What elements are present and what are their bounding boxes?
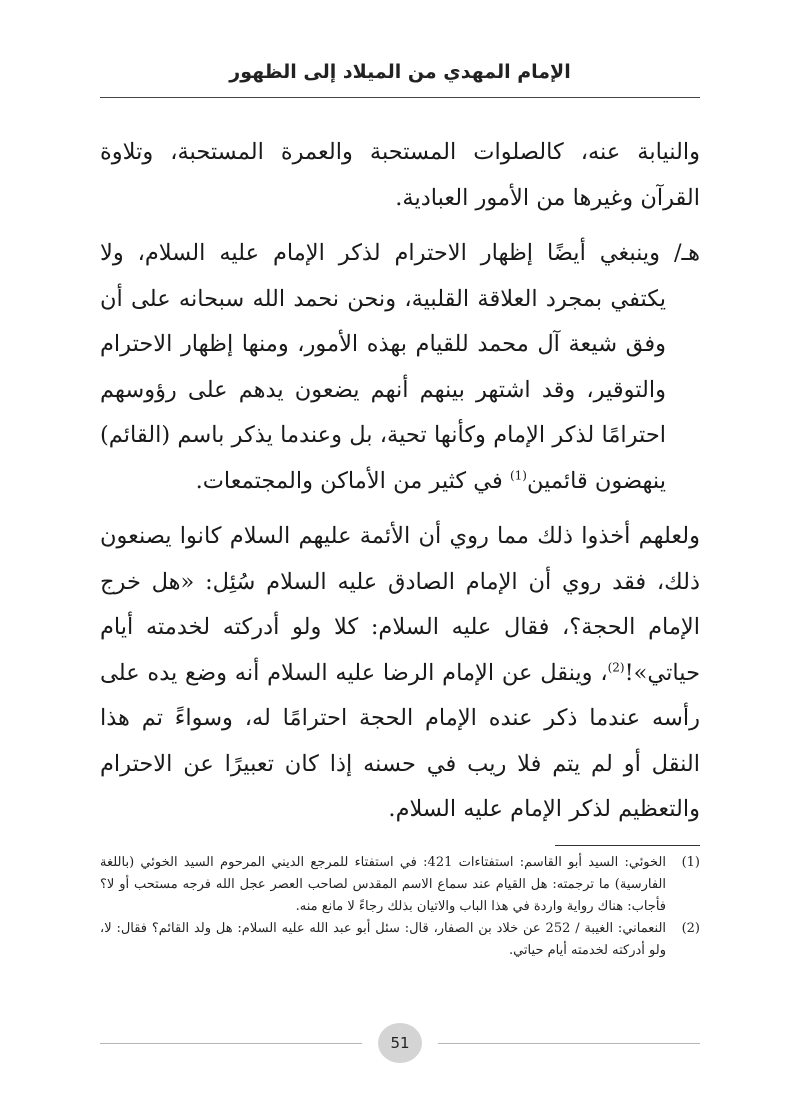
- footer-rule-right: [438, 1043, 700, 1044]
- paragraph-3-text-b: ، وينقل عن الإمام الرضا عليه السلام أنه وضع يده على رأسه عندما ذكر عنده الإمام الحجة احترامًا له، وسواءً تم هذا النقل أو لم يتم فلا ريب في حسنه إذا كان تعبيرًا عن الاحترام والتعظيم لذكر الإمام عليه السلام.: [100, 659, 700, 822]
- paragraph-3: [100, 514, 700, 833]
- footnote-2: [100, 918, 700, 962]
- paragraph-3-text-a: ولعلهم أخذوا ذلك مما روي أن الأئمة عليهم السلام كانوا يصنعون ذلك، فقد روي أن الإمام الصادق عليه السلام سُئِل: «هل خرج الإمام الحجة؟، فقال عليه السلام: كلا ولو أدركته لخدمته أيام حياتي»!: [100, 523, 700, 686]
- footnote-1: [100, 852, 700, 918]
- footnote-ref-2[interactable]: (2): [607, 660, 625, 674]
- paragraph-2: [100, 231, 700, 504]
- footnote-1-number: (1): [681, 855, 700, 870]
- paragraph-2-text-a: هـ/ وينبغي أيضًا إظهار الاحترام لذكر الإمام عليه السلام، ولا يكتفي بمجرد العلاقة القلبية، ونحن نحمد الله سبحانه على أن وفق شيعة آل محمد للقيام بهذه الأمور، ومنها إظهار الاحترام والتوقير، وقد اشتهر بينهم أنهم يضعون يدهم على رؤوسهم احترامًا لذكر الإمام وكأنها تحية، بل وعندما يذكر باسم (القائم) ينهضون قائمين: [100, 240, 700, 494]
- running-header-title: الإمام المهدي من الميلاد إلى الظهور: [229, 61, 571, 83]
- footnote-2-number: (2): [681, 921, 700, 936]
- paragraph-1: والنيابة عنه، كالصلوات المستحبة والعمرة المستحبة، وتلاوة القرآن وغيرها من الأمور العبادية.: [100, 139, 700, 211]
- footnote-1-text: الخوئي: السيد أبو القاسم: استفتاءات 421: في استفتاء للمرجع الديني المرحوم السيد الخوئي (باللغة الفارسية) ما ترجمته: هل القيام عند سماع الاسم المقدس لصاحب العصر عجل الله فرجه مستحب أو لا؟ فأجاب: هناك رواية واردة في هذا الباب والاتيان بذلك رجاءً لا مانع منه.: [100, 855, 666, 914]
- footnote-separator: [555, 845, 700, 846]
- footnote-ref-1[interactable]: (1): [509, 468, 527, 482]
- main-text: [100, 130, 700, 833]
- paragraph-2-text-b: في كثير من الأماكن والمجتمعات.: [195, 467, 510, 494]
- footnotes: [100, 852, 700, 962]
- footnote-2-text: النعماني: الغيبة / 252 عن خلاد بن الصفار، قال: سئل أبو عبد الله عليه السلام: هل ولد القائم؟ فقال: لا، ولو أدركته لخدمته أيام حياتي.: [100, 921, 667, 958]
- page-number: 51: [378, 1023, 422, 1063]
- header-divider: [100, 97, 700, 98]
- footer-rule-left: [100, 1043, 362, 1044]
